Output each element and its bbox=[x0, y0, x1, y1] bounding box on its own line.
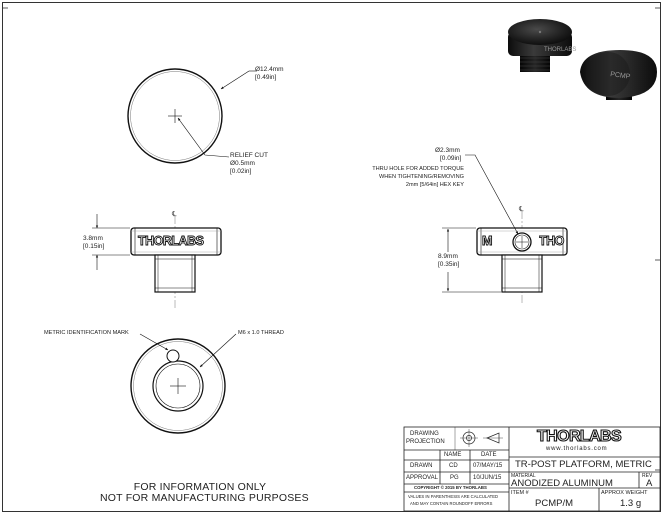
render-engraving-2: PCMP bbox=[609, 71, 631, 81]
front-view bbox=[92, 214, 221, 310]
hole-note-3: 2mm [5/64in] HEX KEY bbox=[405, 182, 464, 188]
thorlabs-website: www.thorlabs.com bbox=[546, 446, 608, 452]
product-render-back bbox=[580, 50, 657, 100]
relief-cut-dia: Ø0.5mm bbox=[230, 160, 255, 167]
side-engraving-left: M bbox=[482, 234, 493, 248]
values-note-1: VALUES IN PARENTHESIS ARE CALCULATED bbox=[408, 494, 499, 499]
side-hole-in: [0.09in] bbox=[440, 155, 462, 162]
item-value: PCMP/M bbox=[535, 498, 573, 509]
part-title: TR-POST PLATFORM, METRIC bbox=[515, 459, 652, 470]
material-value: ANODIZED ALUMINUM bbox=[511, 478, 613, 489]
front-engraving: THORLABS bbox=[138, 234, 204, 248]
relief-cut-in: [0.02in] bbox=[230, 168, 252, 175]
top-diameter-in: [0.49in] bbox=[255, 74, 277, 81]
copyright: COPYRIGHT © 2015 BY THORLABS bbox=[414, 485, 487, 490]
rev-value: A bbox=[646, 478, 653, 489]
front-centerline-mark: ℄ bbox=[172, 211, 177, 218]
bottom-view bbox=[131, 334, 236, 433]
disclaimer-line-1: FOR INFORMATION ONLY bbox=[133, 481, 267, 493]
hole-note-2: WHEN TIGHTENING/REMOVING bbox=[378, 174, 464, 180]
relief-cut-label: RELIEF CUT bbox=[230, 152, 268, 159]
weight-value: 1.3 g bbox=[620, 498, 642, 509]
side-centerline-mark: ℄ bbox=[519, 206, 524, 213]
metric-mark-label: METRIC IDENTIFICATION MARK bbox=[44, 330, 129, 336]
top-diameter: Ø12.4mm bbox=[255, 66, 284, 73]
values-note-2: AND MAY CONTAIN ROUNDOFF ERRORS bbox=[410, 501, 493, 506]
approval-name: PG bbox=[450, 475, 459, 481]
front-height: 3.8mm bbox=[83, 235, 103, 242]
item-label: ITEM # bbox=[511, 490, 529, 496]
projection-label-1: DRAWING bbox=[410, 431, 439, 437]
projection-label-2: PROJECTION bbox=[406, 439, 445, 445]
front-height-in: [0.15in] bbox=[83, 243, 105, 250]
product-render-front bbox=[508, 19, 576, 72]
side-height: 8.9mm bbox=[438, 253, 458, 260]
col-date: DATE bbox=[481, 452, 497, 458]
row-drawn: DRAWN bbox=[410, 463, 433, 469]
drawn-date: 07/MAY/15 bbox=[473, 463, 503, 469]
render-engraving: THORLABS bbox=[544, 47, 577, 53]
side-engraving-right: THO bbox=[539, 234, 564, 248]
material-label: MATERIAL bbox=[511, 473, 536, 479]
drawn-name: CD bbox=[449, 463, 458, 469]
col-name: NAME bbox=[444, 452, 462, 458]
approval-date: 10/JUN/15 bbox=[473, 475, 502, 481]
side-height-in: [0.35in] bbox=[438, 261, 460, 268]
row-approval: APPROVAL bbox=[406, 475, 438, 481]
thread-label: M6 x 1.0 THREAD bbox=[238, 330, 284, 336]
side-hole-dia: Ø2.3mm bbox=[435, 147, 460, 154]
weight-label: APPROX WEIGHT bbox=[601, 490, 648, 496]
disclaimer-line-2: NOT FOR MANUFACTURING PURPOSES bbox=[100, 492, 309, 504]
thorlabs-logo: THORLABS bbox=[537, 428, 622, 445]
projection-symbol bbox=[460, 429, 503, 447]
rev-label: REV bbox=[642, 473, 653, 479]
top-view bbox=[128, 69, 257, 163]
hole-note-1: THRU HOLE FOR ADDED TORQUE bbox=[372, 166, 464, 172]
